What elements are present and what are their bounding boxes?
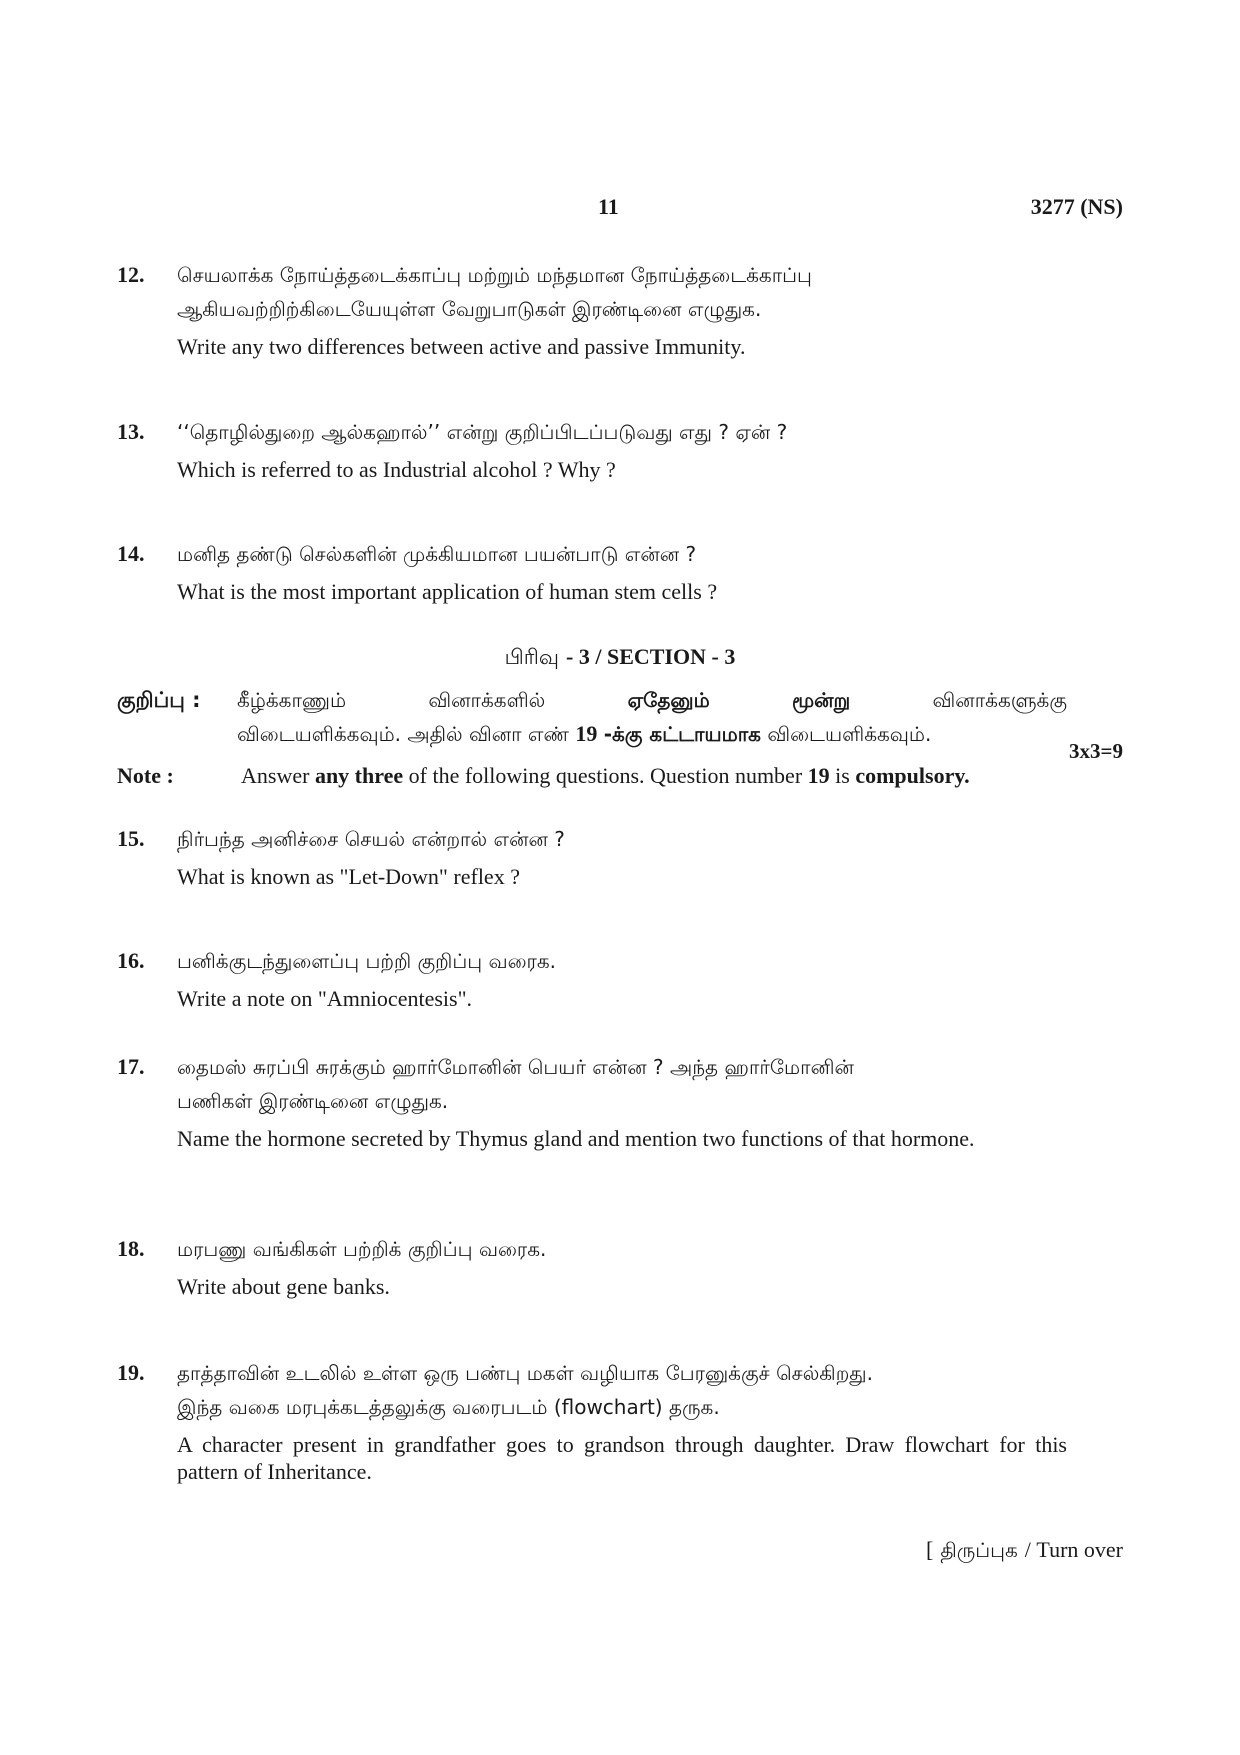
note-word: கீழ்க்காணும் [237,688,347,712]
marks-allocation: 3x3=9 [1069,739,1123,763]
note-compulsory-number: 19 [575,721,598,746]
note-text-bold: 19 [807,763,830,788]
question-text-english: Name the hormone secreted by Thymus gland and mention two functions of that hormone. [177,1126,975,1151]
question-text-english: Write about gene banks. [177,1274,390,1299]
question-number: 12. [117,262,145,287]
note-text-bold: compulsory. [855,763,970,788]
question-text-tamil: நிர்பந்த அனிச்சை செயல் என்றால் என்ன ? [177,827,565,851]
question-number: 15. [117,826,145,851]
question-number: 17. [117,1054,145,1079]
note-word: வினாக்களில் [428,688,546,712]
footer-tamil: திருப்புக [940,1538,1018,1562]
note-word: வினாக்களுக்கு [932,688,1067,712]
note-text: விடையளிக்கவும். அதில் வினா எண் [237,722,569,746]
question-text-tamil: மனித தண்டு செல்களின் முக்கியமான பயன்பாடு என்ன ? [177,542,697,566]
question-text-tamil: ‘‘தொழில்துறை ஆல்கஹால்’’ என்று குறிப்பிடப்படுவது எது ? ஏன் ? [177,420,788,444]
question-text-tamil: மரபணு வங்கிகள் பற்றிக் குறிப்பு வரைக. [177,1237,547,1261]
note-text: of the following questions. Question number [408,763,803,788]
question-text-english: Write a note on "Amniocentesis". [177,986,473,1011]
question-text-tamil: பனிக்குடந்துளைப்பு பற்றி குறிப்பு வரைக. [177,949,557,973]
note-text: is [835,763,850,788]
note-text: Answer [241,763,310,788]
section-heading-english: - 3 / SECTION - 3 [566,644,736,669]
question-text-tamil: செயலாக்க நோய்த்தடைக்காப்பு மற்றும் மந்தமான நோய்த்தடைக்காப்பு [177,263,812,287]
question-text-english: Which is referred to as Industrial alcohol ? Why ? [177,457,616,482]
section-heading [0,640,1240,674]
question-number: 18. [117,1236,145,1261]
footer-english: / Turn over [1024,1537,1123,1562]
question-text-english: What is known as "Let-Down" reflex ? [177,864,520,889]
question-text-tamil: இந்த வகை மரபுக்கடத்தலுக்கு வரைபடம் (flowchart) தருக. [177,1395,720,1419]
question-text-english: What is the most important application of human stem cells ? [177,579,718,604]
question-text-tamil: பணிகள் இரண்டினை எழுதுக. [177,1089,449,1113]
note-word-bold: ஏதேனும் [627,688,710,712]
question-text-english: Write any two differences between active and passive Immunity. [177,334,746,359]
page-number: 11 [598,194,619,219]
note-text-bold: any three [314,763,404,788]
question-text-tamil: தாத்தாவின் உடலில் உள்ள ஒரு பண்பு மகள் வழியாக பேரனுக்குச் செல்கிறது. [177,1361,874,1385]
turn-over-footer [926,1533,1123,1567]
note-label-tamil: குறிப்பு : [117,688,201,712]
paper-code: 3277 (NS) [1030,194,1123,219]
section-heading-tamil: பிரிவு [504,645,560,669]
note-text: விடையளிக்கவும். [767,722,932,746]
footer-bracket: [ [925,1537,934,1562]
question-number: 19. [117,1360,145,1385]
question-number: 16. [117,948,145,973]
note-label-english: Note : [117,763,174,788]
question-number: 14. [117,541,145,566]
question-text-tamil: தைமஸ் சுரப்பி சுரக்கும் ஹார்மோனின் பெயர் என்ன ? அந்த ஹார்மோனின் [177,1055,854,1079]
question-number: 13. [117,419,145,444]
note-compulsory-text: -க்கு கட்டாயமாக [603,722,761,746]
question-text-english: A character present in grandfather goes to grandson through daughter. Draw flowchart for this pattern of Inheritance. [177,1432,1067,1484]
note-word-bold: மூன்று [791,688,851,712]
question-text-tamil: ஆகியவற்றிற்கிடையேயுள்ள வேறுபாடுகள் இரண்டினை எழுதுக. [177,297,762,321]
